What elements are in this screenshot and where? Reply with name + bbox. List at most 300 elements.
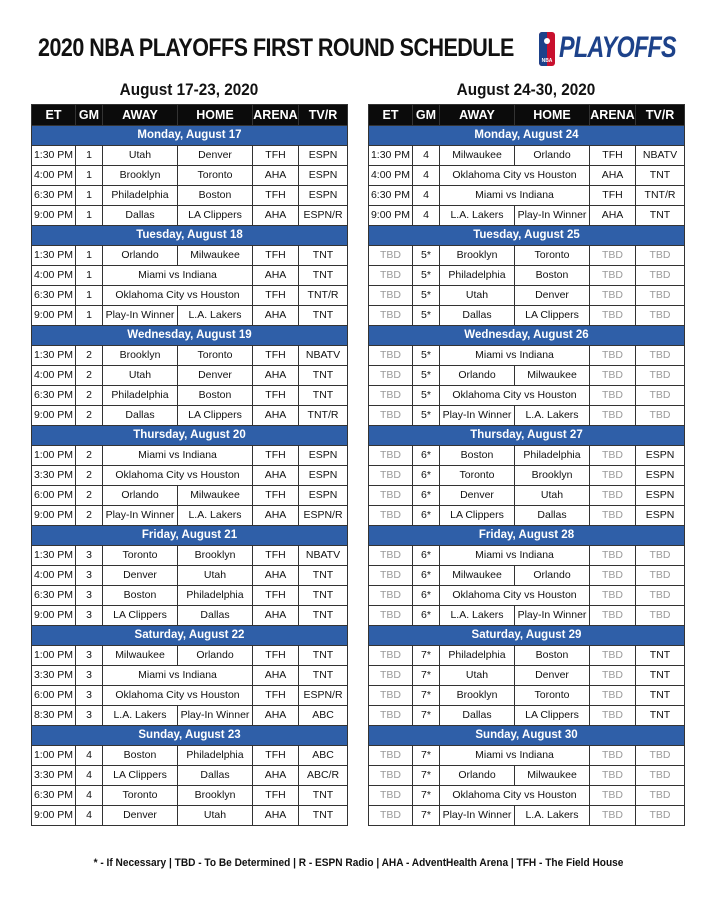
cell-away: Dallas — [103, 206, 178, 226]
cell-away: Play-In Winner — [440, 806, 515, 826]
game-row — [32, 346, 348, 366]
game-row — [369, 286, 685, 306]
game-row — [369, 406, 685, 426]
cell-matchup: Oklahoma City vs Houston — [440, 786, 590, 806]
game-row — [32, 186, 348, 206]
cell-home: Milwaukee — [515, 366, 590, 386]
cell-gm: 4 — [76, 806, 103, 826]
cell-et: 4:00 PM — [32, 166, 76, 186]
cell-gm: 4 — [76, 766, 103, 786]
cell-et: 6:00 PM — [32, 686, 76, 706]
cell-gm: 7* — [413, 686, 440, 706]
cell-tv: TBD — [636, 306, 685, 326]
cell-tv: TNT — [636, 686, 685, 706]
cell-arena: AHA — [253, 166, 299, 186]
week-1-table — [31, 104, 348, 826]
cell-tv: NBATV — [636, 146, 685, 166]
cell-gm: 2 — [76, 406, 103, 426]
cell-home: LA Clippers — [178, 206, 253, 226]
game-row — [32, 746, 348, 766]
cell-tv: ESPN/R — [299, 686, 348, 706]
cell-tv: ESPN — [636, 486, 685, 506]
cell-away: Orlando — [440, 766, 515, 786]
cell-home: Denver — [515, 286, 590, 306]
cell-matchup: Oklahoma City vs Houston — [440, 386, 590, 406]
cell-tv: TNT — [636, 646, 685, 666]
cell-arena: TFH — [253, 546, 299, 566]
cell-tv: ESPN/R — [299, 206, 348, 226]
cell-home: LA Clippers — [515, 306, 590, 326]
cell-tv: ABC — [299, 746, 348, 766]
cell-tv: TBD — [636, 386, 685, 406]
cell-gm: 7* — [413, 666, 440, 686]
cell-gm: 1 — [76, 206, 103, 226]
cell-tv: ESPN — [299, 186, 348, 206]
cell-home: Utah — [178, 806, 253, 826]
game-row — [369, 766, 685, 786]
cell-gm: 4 — [413, 146, 440, 166]
cell-gm: 2 — [76, 366, 103, 386]
cell-et: TBD — [369, 606, 413, 626]
column-header-arena: ARENA — [253, 105, 299, 126]
game-row — [369, 606, 685, 626]
cell-gm: 1 — [76, 246, 103, 266]
cell-gm: 7* — [413, 746, 440, 766]
cell-away: Orlando — [103, 246, 178, 266]
game-row — [369, 706, 685, 726]
cell-arena: TBD — [590, 386, 636, 406]
week-1-title: August 17-23, 2020 — [119, 80, 259, 99]
cell-arena: TBD — [590, 286, 636, 306]
cell-arena: TFH — [253, 646, 299, 666]
cell-matchup: Oklahoma City vs Houston — [440, 586, 590, 606]
cell-arena: TBD — [590, 746, 636, 766]
cell-et: 3:30 PM — [32, 766, 76, 786]
game-row — [369, 786, 685, 806]
cell-tv: TBD — [636, 406, 685, 426]
game-row — [32, 366, 348, 386]
cell-et: TBD — [369, 446, 413, 466]
cell-home: Play-In Winner — [515, 606, 590, 626]
day-label: Friday, August 28 — [369, 526, 685, 546]
cell-away: L.A. Lakers — [440, 206, 515, 226]
cell-arena: TFH — [253, 386, 299, 406]
cell-gm: 5* — [413, 366, 440, 386]
cell-away: Milwaukee — [103, 646, 178, 666]
legend: * - If Necessary | TBD - To Be Determined | R - ESPN Radio | AHA - AdventHealth Arena | TFH - The Field House — [93, 857, 624, 869]
day-header-row — [369, 226, 685, 246]
cell-arena: TFH — [253, 786, 299, 806]
day-label: Thursday, August 20 — [32, 426, 348, 446]
cell-et: 1:30 PM — [32, 346, 76, 366]
cell-gm: 3 — [76, 686, 103, 706]
playoffs-wordmark: PLAYOFFS — [559, 31, 676, 64]
game-row — [369, 346, 685, 366]
cell-et: 9:00 PM — [32, 306, 76, 326]
column-header-tv: TV/R — [636, 105, 685, 126]
cell-home: LA Clippers — [515, 706, 590, 726]
cell-gm: 2 — [76, 346, 103, 366]
cell-home: Brooklyn — [178, 546, 253, 566]
cell-gm: 1 — [76, 266, 103, 286]
column-header-row — [32, 105, 348, 126]
column-header-away: AWAY — [440, 105, 515, 126]
day-header-row — [369, 426, 685, 446]
cell-tv: TNT — [636, 206, 685, 226]
cell-away: Play-In Winner — [103, 506, 178, 526]
cell-arena: AHA — [253, 566, 299, 586]
cell-gm: 4 — [76, 746, 103, 766]
cell-tv: TNT — [636, 706, 685, 726]
cell-home: Utah — [178, 566, 253, 586]
cell-away: Boston — [440, 446, 515, 466]
cell-arena: TFH — [253, 486, 299, 506]
cell-away: Brooklyn — [440, 246, 515, 266]
cell-gm: 4 — [413, 166, 440, 186]
game-row — [369, 586, 685, 606]
cell-arena: TBD — [590, 366, 636, 386]
cell-gm: 6* — [413, 466, 440, 486]
cell-gm: 1 — [76, 186, 103, 206]
cell-arena: TBD — [590, 646, 636, 666]
cell-away: Utah — [440, 666, 515, 686]
cell-et: 4:00 PM — [369, 166, 413, 186]
cell-away: Dallas — [440, 306, 515, 326]
cell-et: TBD — [369, 486, 413, 506]
column-header-home: HOME — [515, 105, 590, 126]
cell-arena: AHA — [253, 206, 299, 226]
page-title: 2020 NBA PLAYOFFS FIRST ROUND SCHEDULE — [38, 34, 514, 62]
cell-arena: TFH — [253, 286, 299, 306]
cell-arena: TBD — [590, 806, 636, 826]
cell-arena: AHA — [253, 266, 299, 286]
cell-gm: 2 — [76, 446, 103, 466]
cell-arena: AHA — [253, 306, 299, 326]
cell-home: Toronto — [178, 166, 253, 186]
cell-et: 1:00 PM — [32, 446, 76, 466]
game-row — [369, 506, 685, 526]
column-header-row — [369, 105, 685, 126]
cell-arena: TBD — [590, 686, 636, 706]
cell-home: Dallas — [178, 766, 253, 786]
cell-tv: TNT — [299, 806, 348, 826]
cell-tv: TBD — [636, 586, 685, 606]
cell-et: 9:00 PM — [32, 806, 76, 826]
cell-arena: TBD — [590, 706, 636, 726]
cell-gm: 4 — [413, 186, 440, 206]
game-row — [369, 646, 685, 666]
game-row — [369, 566, 685, 586]
cell-away: Play-In Winner — [440, 406, 515, 426]
cell-et: 1:30 PM — [369, 146, 413, 166]
cell-away: Utah — [440, 286, 515, 306]
cell-gm: 1 — [76, 306, 103, 326]
cell-et: 6:30 PM — [32, 386, 76, 406]
cell-home: Orlando — [515, 566, 590, 586]
cell-gm: 7* — [413, 806, 440, 826]
cell-arena: TBD — [590, 486, 636, 506]
cell-away: Philadelphia — [103, 186, 178, 206]
week-2-table — [368, 104, 685, 826]
cell-et: 9:00 PM — [32, 506, 76, 526]
cell-tv: TBD — [636, 786, 685, 806]
cell-away: L.A. Lakers — [103, 706, 178, 726]
cell-matchup: Miami vs Indiana — [103, 266, 253, 286]
cell-tv: TBD — [636, 746, 685, 766]
cell-arena: TBD — [590, 446, 636, 466]
day-header-row — [32, 126, 348, 146]
cell-et: TBD — [369, 706, 413, 726]
cell-tv: TBD — [636, 246, 685, 266]
cell-matchup: Miami vs Indiana — [440, 346, 590, 366]
cell-tv: TNT — [636, 666, 685, 686]
cell-gm: 3 — [76, 666, 103, 686]
cell-arena: TFH — [590, 146, 636, 166]
game-row — [369, 746, 685, 766]
cell-gm: 7* — [413, 786, 440, 806]
cell-home: L.A. Lakers — [515, 806, 590, 826]
cell-tv: TBD — [636, 606, 685, 626]
cell-away: LA Clippers — [440, 506, 515, 526]
cell-gm: 6* — [413, 446, 440, 466]
cell-away: Denver — [103, 566, 178, 586]
cell-away: Toronto — [103, 786, 178, 806]
game-row — [32, 686, 348, 706]
cell-gm: 7* — [413, 706, 440, 726]
cell-arena: AHA — [253, 406, 299, 426]
game-row — [32, 606, 348, 626]
cell-arena: TBD — [590, 466, 636, 486]
cell-home: Dallas — [515, 506, 590, 526]
cell-away: Brooklyn — [103, 346, 178, 366]
cell-arena: TFH — [253, 746, 299, 766]
cell-home: Dallas — [178, 606, 253, 626]
cell-arena: TBD — [590, 766, 636, 786]
cell-home: L.A. Lakers — [515, 406, 590, 426]
cell-tv: ESPN — [636, 506, 685, 526]
cell-arena: TBD — [590, 306, 636, 326]
cell-tv: ESPN — [299, 466, 348, 486]
cell-arena: AHA — [253, 606, 299, 626]
day-label: Sunday, August 30 — [369, 726, 685, 746]
cell-arena: AHA — [253, 706, 299, 726]
cell-arena: TBD — [590, 506, 636, 526]
cell-gm: 1 — [76, 286, 103, 306]
cell-tv: TNT — [299, 266, 348, 286]
cell-tv: ESPN — [636, 466, 685, 486]
cell-gm: 2 — [76, 466, 103, 486]
cell-away: Dallas — [440, 706, 515, 726]
nba-playoffs-logo — [539, 30, 677, 70]
game-row — [32, 646, 348, 666]
game-row — [32, 766, 348, 786]
cell-away: LA Clippers — [103, 606, 178, 626]
cell-home: Brooklyn — [178, 786, 253, 806]
cell-et: TBD — [369, 766, 413, 786]
cell-home: Toronto — [515, 686, 590, 706]
game-row — [369, 546, 685, 566]
cell-away: Toronto — [103, 546, 178, 566]
cell-arena: AHA — [590, 206, 636, 226]
cell-tv: TBD — [636, 766, 685, 786]
game-row — [32, 586, 348, 606]
cell-tv: TNT — [299, 786, 348, 806]
game-row — [32, 286, 348, 306]
cell-et: 1:00 PM — [32, 746, 76, 766]
cell-arena: TBD — [590, 266, 636, 286]
game-row — [32, 806, 348, 826]
cell-gm: 2 — [76, 386, 103, 406]
cell-matchup: Oklahoma City vs Houston — [103, 686, 253, 706]
cell-gm: 2 — [76, 486, 103, 506]
cell-et: 4:00 PM — [32, 566, 76, 586]
cell-arena: TFH — [253, 446, 299, 466]
cell-et: TBD — [369, 746, 413, 766]
cell-tv: TNT — [299, 646, 348, 666]
column-header-arena: ARENA — [590, 105, 636, 126]
cell-gm: 7* — [413, 766, 440, 786]
header — [38, 30, 683, 72]
column-header-et: ET — [32, 105, 76, 126]
column-header-tv: TV/R — [299, 105, 348, 126]
day-label: Friday, August 21 — [32, 526, 348, 546]
cell-et: TBD — [369, 786, 413, 806]
cell-home: Denver — [178, 366, 253, 386]
day-header-row — [32, 726, 348, 746]
cell-away: Milwaukee — [440, 566, 515, 586]
cell-arena: TFH — [253, 186, 299, 206]
cell-gm: 4 — [76, 786, 103, 806]
column-header-away: AWAY — [103, 105, 178, 126]
cell-tv: TNT — [299, 586, 348, 606]
game-row — [32, 406, 348, 426]
cell-away: Boston — [103, 586, 178, 606]
cell-home: L.A. Lakers — [178, 306, 253, 326]
cell-away: Orlando — [103, 486, 178, 506]
day-label: Wednesday, August 19 — [32, 326, 348, 346]
cell-et: 6:30 PM — [369, 186, 413, 206]
cell-away: Brooklyn — [103, 166, 178, 186]
cell-gm: 7* — [413, 646, 440, 666]
cell-away: Milwaukee — [440, 146, 515, 166]
day-label: Saturday, August 29 — [369, 626, 685, 646]
cell-et: 3:30 PM — [32, 466, 76, 486]
cell-away: L.A. Lakers — [440, 606, 515, 626]
column-header-home: HOME — [178, 105, 253, 126]
game-row — [32, 206, 348, 226]
cell-gm: 5* — [413, 406, 440, 426]
cell-away: LA Clippers — [103, 766, 178, 786]
cell-gm: 3 — [76, 706, 103, 726]
cell-arena: AHA — [253, 506, 299, 526]
cell-away: Dallas — [103, 406, 178, 426]
cell-tv: TNT — [299, 366, 348, 386]
day-label: Wednesday, August 26 — [369, 326, 685, 346]
game-row — [369, 146, 685, 166]
cell-et: 1:30 PM — [32, 546, 76, 566]
cell-home: Boston — [178, 386, 253, 406]
game-row — [369, 366, 685, 386]
cell-arena: TBD — [590, 566, 636, 586]
cell-home: Boston — [515, 646, 590, 666]
cell-tv: TNT — [299, 386, 348, 406]
day-label: Monday, August 17 — [32, 126, 348, 146]
cell-matchup: Oklahoma City vs Houston — [440, 166, 590, 186]
cell-arena: AHA — [253, 466, 299, 486]
game-row — [32, 166, 348, 186]
cell-away: Denver — [103, 806, 178, 826]
game-row — [369, 486, 685, 506]
day-header-row — [369, 526, 685, 546]
cell-et: TBD — [369, 406, 413, 426]
game-row — [369, 306, 685, 326]
cell-et: 9:00 PM — [32, 606, 76, 626]
game-row — [32, 246, 348, 266]
cell-et: TBD — [369, 466, 413, 486]
day-header-row — [369, 626, 685, 646]
cell-et: 6:30 PM — [32, 786, 76, 806]
cell-home: Orlando — [178, 646, 253, 666]
cell-home: Philadelphia — [515, 446, 590, 466]
cell-home: Play-In Winner — [515, 206, 590, 226]
cell-gm: 5* — [413, 346, 440, 366]
day-label: Thursday, August 27 — [369, 426, 685, 446]
cell-gm: 3 — [76, 646, 103, 666]
cell-arena: AHA — [590, 166, 636, 186]
cell-arena: TBD — [590, 246, 636, 266]
cell-away: Orlando — [440, 366, 515, 386]
cell-away: Philadelphia — [440, 646, 515, 666]
cell-home: LA Clippers — [178, 406, 253, 426]
cell-home: Philadelphia — [178, 746, 253, 766]
cell-et: 9:00 PM — [32, 406, 76, 426]
cell-gm: 5* — [413, 246, 440, 266]
game-row — [32, 706, 348, 726]
cell-tv: ABC — [299, 706, 348, 726]
cell-away: Brooklyn — [440, 686, 515, 706]
day-header-row — [369, 126, 685, 146]
cell-gm: 5* — [413, 286, 440, 306]
cell-tv: TBD — [636, 566, 685, 586]
cell-tv: NBATV — [299, 546, 348, 566]
cell-et: 4:00 PM — [32, 366, 76, 386]
cell-home: Boston — [178, 186, 253, 206]
cell-away: Philadelphia — [440, 266, 515, 286]
cell-arena: TBD — [590, 346, 636, 366]
cell-gm: 4 — [413, 206, 440, 226]
cell-et: TBD — [369, 506, 413, 526]
cell-away: Toronto — [440, 466, 515, 486]
cell-arena: TBD — [590, 606, 636, 626]
cell-matchup: Oklahoma City vs Houston — [103, 466, 253, 486]
cell-arena: TFH — [253, 346, 299, 366]
cell-et: TBD — [369, 386, 413, 406]
column-header-gm: GM — [413, 105, 440, 126]
day-label: Saturday, August 22 — [32, 626, 348, 646]
cell-tv: TNT — [299, 666, 348, 686]
cell-et: 9:00 PM — [32, 206, 76, 226]
day-label: Tuesday, August 18 — [32, 226, 348, 246]
cell-tv: ESPN — [636, 446, 685, 466]
cell-et: 6:30 PM — [32, 586, 76, 606]
cell-tv: ESPN — [299, 146, 348, 166]
cell-et: 8:30 PM — [32, 706, 76, 726]
cell-arena: TFH — [253, 686, 299, 706]
cell-arena: TBD — [590, 586, 636, 606]
game-row — [369, 386, 685, 406]
cell-tv: ESPN — [299, 486, 348, 506]
cell-tv: TNT/R — [636, 186, 685, 206]
